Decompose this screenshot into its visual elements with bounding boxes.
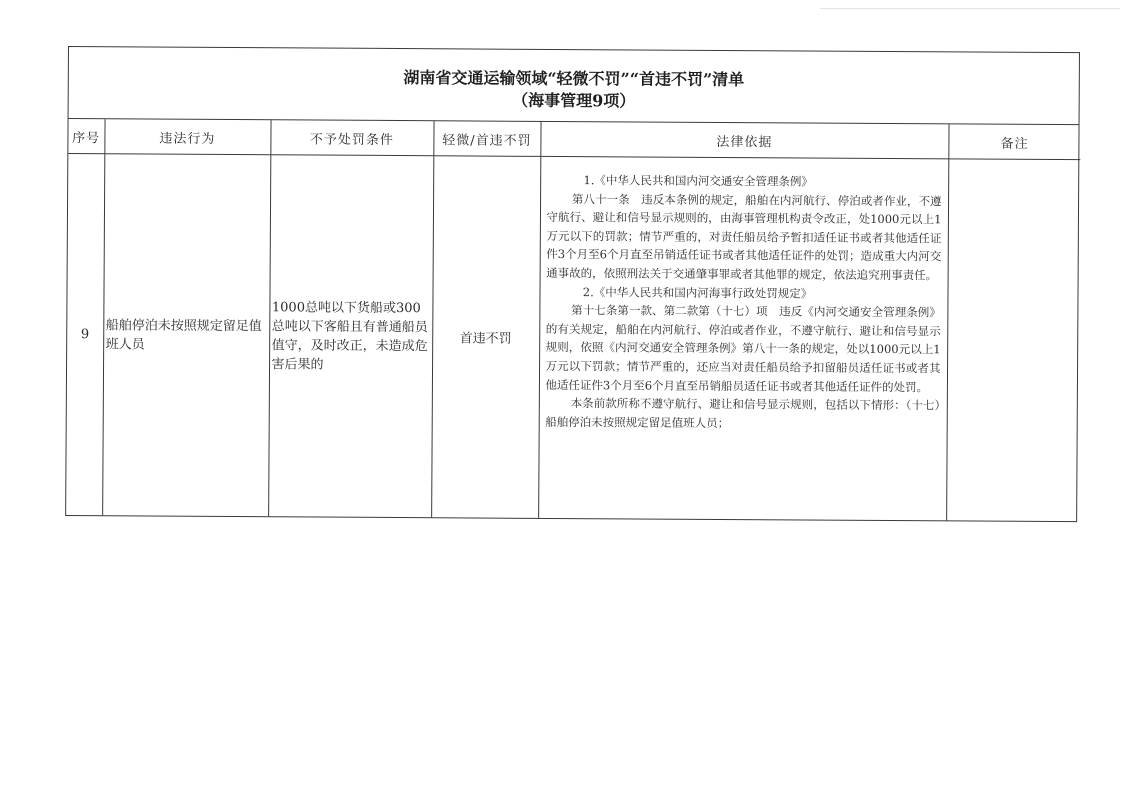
row-legal-basis — [538, 156, 948, 520]
title-block — [69, 47, 1079, 125]
penalty-list-table — [66, 119, 1080, 521]
header-violation: 违法行为 — [104, 119, 270, 155]
document-subtitle: （海事管理9项） — [512, 90, 636, 111]
scan-artifact-line — [820, 8, 1120, 9]
row-penalty-type: 首违不罚 — [431, 156, 540, 518]
law-reference-1-title: 1.《中华人民共和国内河交通安全管理条例》 — [583, 173, 814, 189]
table-row — [66, 154, 1080, 522]
law-reference-2-title: 2.《中华人民共和国内河海事行政处罚规定》 — [582, 284, 813, 301]
row-note — [946, 159, 1080, 521]
row-condition: 1000总吨以下货船或300总吨以下客船且有普通船员值守，及时改正，未造成危害后果的 — [268, 155, 433, 517]
header-note: 备注 — [948, 124, 1080, 159]
law-reference-1-body: 第八十一条 违反本条例的规定，船舶在内河航行、停泊或者作业，不遵守航行、避让和信号显示规则的，由海事管理机构责令改正，处1000元以上1万元以下的罚款；情节严重的，对责任船员给予暂扣适任证书或者其他适任证件3个月至6个月直至吊销适任证书或者其他适任证件的处罚；造成重大内河交通事故的，依照刑法关于交通肇事罪或者其他罪的规定，依法追究刑事责任。 — [546, 191, 942, 283]
header-seq: 序号 — [68, 119, 104, 154]
document-title: 湖南省交通运输领域“轻微不罚”“首违不罚”清单 — [403, 68, 745, 90]
document-table-frame — [65, 46, 1080, 522]
row-violation: 船舶停泊未按照规定留足值班人员 — [102, 154, 270, 517]
law-reference-2-body: 第十七条第一款、第二款第（十七）项 违反《内河交通安全管理条例》的有关规定，船舶在内河航行、停泊或者作业，不遵守航行、避让和信号显示规则，依照《内河交通安全管理条例》第八十一条的规定，处以1000元以上1万元以下罚款；情节严重的，还应当对责任船员给予扣留船员适任证书或者其他适任证件3个月至6个月直至吊销船员适任证书或者其他适任证件的处罚。 — [545, 303, 941, 394]
law-reference-2-clause: 本条前款所称不遵守航行、避让和信号显示规则，包括以下情形：（十七）船舶停泊未按照规定留足值班人员； — [545, 396, 941, 430]
header-condition: 不予处罚条件 — [270, 120, 433, 155]
row-seq: 9 — [66, 154, 104, 516]
header-penalty-type: 轻微/首违不罚 — [433, 121, 540, 156]
header-legal-basis: 法律依据 — [540, 122, 948, 159]
